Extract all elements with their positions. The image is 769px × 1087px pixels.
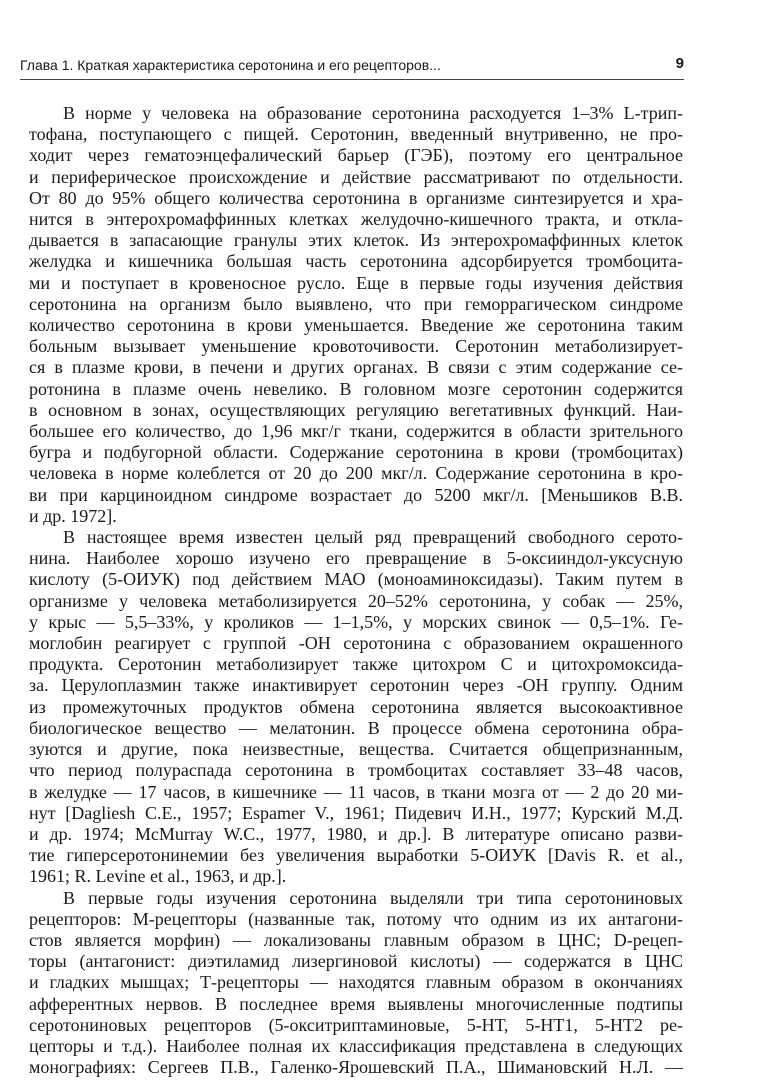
text-line: продукта. Серотонин метаболизирует также цитохром С и цитохромоксида- [29,654,683,675]
text-line: цепторы и т.д.). Наиболее полная их классификация представлена в следующих [29,1035,683,1056]
text-line: в желудке — 17 часов, в кишечнике — 11 часов, в ткани мозга от — 2 до 20 ми- [29,781,683,802]
text-line: количество серотонина в крови уменьшается. Введение же серотонина таким [29,315,683,336]
text-line: 1961; R. Levine et al., 1963, и др.]. [29,866,287,887]
running-head: Глава 1. Краткая характеристика серотонина и его рецепторов... [20,57,441,73]
page-header [20,55,684,80]
text-line: большее его количество, до 1,96 мкг/г ткани, содержится в области зрительного [29,421,683,442]
text-line: В норме у человека на образование серотонина расходуется 1–3% L-трип- [63,103,683,123]
text-line: человека в норме колеблется от 20 до 200 мкг/л. Содержание серотонина в кро- [29,463,683,484]
text-line: зуются и другие, пока неизвестные, вещества. Считается общепризнанным, [29,739,683,760]
text-line: у крыс — 5,5–33%, у кроликов — 1–1,5%, у морских свинок — 0,5–1%. Ге- [29,611,683,632]
text-line: нут [Dagliesh C.E., 1957; Espamer V., 1961; Пидевич И.Н., 1977; Курский М.Д. [29,802,683,823]
text-line: за. Церулоплазмин также инактивирует серотонин через -ОН группу. Одним [29,675,683,696]
text-line: и др. 1974; McMurray W.C., 1977, 1980, и др.]. В литературе описано разви- [29,823,683,844]
text-line: и др. 1972]. [29,505,117,526]
text-line: нина. Наиболее хорошо изучено его превращение в 5-оксииндол-уксусную [29,548,683,569]
paragraph-2 [29,527,683,887]
text-line: торы (антагонист: диэтиламид лизергиновой кислоты) — содержатся в ЦНС [29,951,683,972]
text-line: ротонина в плазме очень невелико. В головном мозге серотонин содержится [29,378,683,399]
text-line: что период полураспада серотонина в тромбоцитах составляет 33–48 часов, [29,760,683,781]
text-line: организме у человека метаболизируется 20–52% серотонина, у собак — 25%, [29,590,683,611]
paragraph-3 [29,888,683,1079]
text-line: В первые годы изучения серотонина выделяли три типа серотониновых [63,887,683,908]
text-line: бугра и подбугорной области. Содержание серотонина в крови (тромбоцитах) [29,442,683,463]
text-line: кислоту (5-ОИУК) под действием МАО (моноаминоксидазы). Таким путем в [29,569,683,590]
text-line: дывается в запасающие гранулы этих клеток. Из энтерохромаффинных клеток [29,230,683,251]
text-line: и периферическое происхождение и действие рассматривают по отдельности. [29,166,683,187]
body-text [29,103,683,1078]
text-line: в основном в зонах, осуществляющих регуляцию вегетативных функций. Наи- [29,399,683,420]
text-line: серотониновых рецепторов (5-окситриптаминовые, 5-НТ, 5-НТ1, 5-НТ2 ре- [29,1014,683,1035]
text-line: монографиях: Сергеев П.В., Галенко-Ярошевский П.А., Шимановский Н.Л. — [29,1057,683,1078]
text-line: От 80 до 95% общего количества серотонина в организме синтезируется и хра- [29,187,683,208]
text-line: желудка и кишечника большая часть серотонина адсорбируется тромбоцита- [29,251,683,272]
text-line: стов является морфин) — локализованы главным образом в ЦНС; D-рецеп- [29,929,683,950]
text-line: рецепторов: М-рецепторы (названные так, потому что одним из их антагони- [29,908,683,929]
text-line: тофана, поступающего с пищей. Серотонин, введенный внутривенно, не про- [29,124,683,145]
paragraph-1 [29,103,683,527]
text-line: ви при карциноидном синдроме возрастает до 5200 мкг/л. [Меньшиков В.В. [29,484,683,505]
text-line: В настоящее время известен целый ряд превращений свободного серото- [63,527,683,548]
page-number: 9 [675,55,684,72]
text-line: ся в плазме крови, в печени и других органах. В связи с этим содержание се- [29,357,683,378]
text-line: ми и поступает в кровеносное русло. Еще в первые годы изучения действия [29,272,683,293]
text-line: и гладких мышцах; Т-рецепторы — находятся главным образом в окончаниях [29,972,683,993]
text-line: больным вызывает уменьшение кровоточивости. Серотонин метаболизирует- [29,336,683,357]
text-line: биологическое вещество — мелатонин. В процессе обмена серотонина обра- [29,717,683,738]
text-line: из промежуточных продуктов обмена серотонина является высокоактивное [29,696,683,717]
text-line: тие гиперсеротонинемии без увеличения выработки 5-ОИУК [Davis R. et al., [29,845,683,866]
text-line: афферентных нервов. В последнее время выявлены многочисленные подтипы [29,993,683,1014]
text-line: серотонина на организм было выявлено, что при геморрагическом синдроме [29,293,683,314]
text-line: нится в энтерохромаффинных клетках желудочно-кишечного тракта, и откла- [29,209,683,230]
text-line: моглобин реагирует с группой -ОН серотонина с образованием окрашенного [29,633,683,654]
text-line: ходит через гематоэнцефалический барьер (ГЭБ), поэтому его центральное [29,145,683,166]
